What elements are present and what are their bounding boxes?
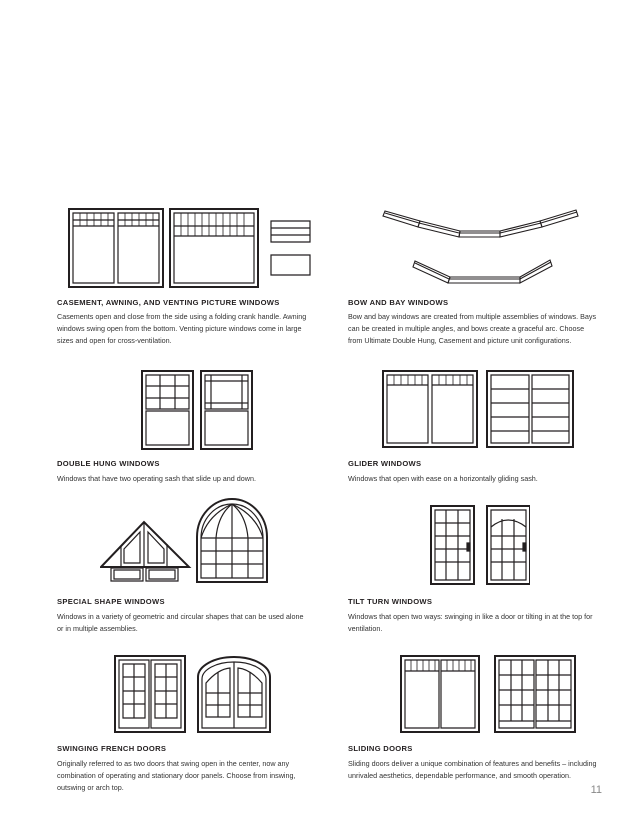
- section-title-sliding-doors: SLIDING DOORS: [348, 744, 413, 753]
- section-desc-special-shape: Windows in a variety of geometric and circular shapes that can be used alone or in multiple assemblies.: [57, 612, 304, 633]
- bow-bay-windows-illustration: [382, 205, 582, 285]
- section-desc-glider: Windows that open with ease on a horizontally gliding sash.: [348, 474, 538, 483]
- glider-windows-illustration: [382, 370, 582, 450]
- casement-windows-illustration: [68, 208, 313, 290]
- special-shape-windows-illustration: [100, 497, 270, 585]
- section-desc-bow-bay: Bow and bay windows are created from multiple assemblies of windows. Bays can be created in multiple angles, and bows create a graceful arc. Choose from Ultimate Double Hung, Casement and picture unit configurations.: [348, 312, 597, 345]
- section-title-double-hung: DOUBLE HUNG WINDOWS: [57, 459, 160, 468]
- double-hung-windows-illustration: [141, 370, 273, 452]
- section-title-casement: CASEMENT, AWNING, AND VENTING PICTURE WINDOWS: [57, 298, 280, 307]
- section-desc-double-hung: Windows that have two operating sash that slide up and down.: [57, 474, 256, 483]
- section-desc-sliding-doors: Sliding doors deliver a unique combination of features and benefits – including unrivaled aesthetics, dependable performance, and smooth operation.: [348, 759, 597, 780]
- section-desc-casement: Casements open and close from the side using a folding crank handle. Awning windows swing open from the bottom. Venting picture windows come in large sizes and open for cross-ventilation.: [57, 312, 307, 345]
- tilt-turn-windows-illustration: [430, 505, 530, 587]
- section-desc-tilt-turn: Windows that open two ways: swinging in like a door or tilting in at the top for ventilation.: [348, 612, 593, 633]
- swinging-french-doors-illustration: [114, 655, 274, 735]
- section-title-tilt-turn: TILT TURN WINDOWS: [348, 597, 433, 606]
- section-title-bow-bay: BOW AND BAY WINDOWS: [348, 298, 449, 307]
- page-number: 11: [590, 784, 602, 796]
- section-title-glider: GLIDER WINDOWS: [348, 459, 422, 468]
- section-title-french-doors: SWINGING FRENCH DOORS: [57, 744, 167, 753]
- sliding-doors-illustration: [400, 655, 580, 735]
- section-title-special-shape: SPECIAL SHAPE WINDOWS: [57, 597, 165, 606]
- section-desc-french-doors: Originally referred to as two doors that swing open in the center, now any combination of operating and stationary door panels. Choose from inswing, outswing or arch top.: [57, 759, 296, 792]
